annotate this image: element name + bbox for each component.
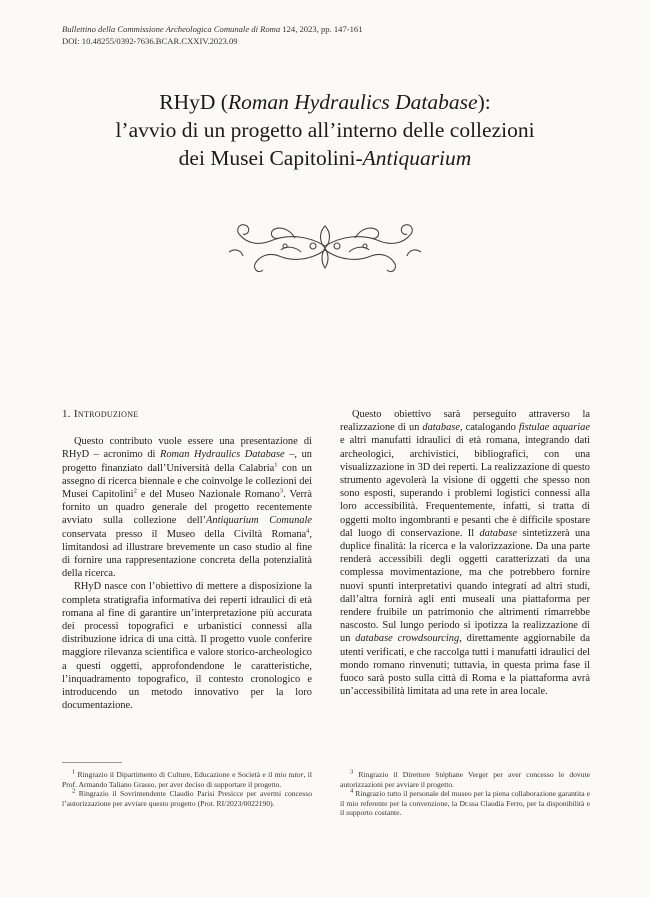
text-italic: database crowdsourcing <box>355 633 460 645</box>
title-line-1 <box>40 88 610 116</box>
right-column <box>340 408 590 698</box>
footnote-text: , il Prof. Armando Taliano Grasso, per aver deciso di supportare il progetto. <box>62 770 312 789</box>
section-number: 1. <box>62 408 74 420</box>
text-run: Questo contributo vuole essere una presentazione di RHyD – acronimo di <box>62 436 312 461</box>
text-italic: database <box>422 422 460 434</box>
footnote-number: 3 <box>350 768 354 776</box>
footnote-italic: tutor <box>288 770 304 779</box>
footnote <box>340 789 590 818</box>
title-line-2: l’avvio di un progetto all’interno delle collezioni <box>115 118 535 142</box>
text-run: –, un progetto finanziato dall’Università della Calabria <box>62 449 312 474</box>
title-text: dei Musei Capitolini- <box>178 146 363 170</box>
text-italic: Antiquarium Comunale <box>206 515 312 527</box>
journal-name: Bullettino della Commissione Archeologica Comunale di Roma <box>62 24 281 34</box>
paragraph <box>62 435 312 580</box>
footnote-ref[interactable]: 4 <box>306 527 310 535</box>
title-italic: Roman Hydraulics Database <box>227 90 478 114</box>
text-run: Questo obiettivo sarà perseguito attraverso la realizzazione di un <box>340 409 590 434</box>
doi: DOI: 10.48255/0392-7636.BCAR.CXXIV.2023.09 <box>62 36 238 46</box>
text-run: , limitandosi ad illustrare brevemente un caso studio al fine di fornire una rappresentazione concreta della potenzialità della ricerca. <box>62 528 312 580</box>
text-run: e altri manufatti idraulici di età romana, integrando dati archeologici, archivistici, bibliografici, con una visualizzazione in 3D dei reperti. La realizzazione di questo strumento agevolerà la visione di oggetti che spesso non sono esposti, superando i problemi logistici connessi alla loro accessibilità. Frequentemente, infatti, si tratta di oggetti molto ingombranti e pesanti che è difficile spostare dal luogo di conservazione. Il <box>340 435 590 539</box>
text-run: . Verrà fornito un quadro generale del progetto recentemente avviato sulla collezione dell’ <box>62 489 313 527</box>
footnote-text: Ringrazio il Dipartimento di Culture, Educazione e Società e il mio <box>75 770 289 779</box>
footnote-number: 4 <box>350 787 354 795</box>
footnote <box>62 789 312 808</box>
text-run: con un assegno di ricerca biennale e che coinvolge le collezioni dei Musei Capitolini <box>62 462 312 501</box>
section-initial: I <box>73 408 78 420</box>
section-heading <box>62 408 312 421</box>
footnote-ref[interactable]: 3 <box>279 487 284 495</box>
footnote-divider <box>62 762 122 763</box>
title-text: RHyD ( <box>159 90 228 114</box>
footnote-text: Ringrazio il Direttore Stéphane Verger per aver concesso le dovute autorizzazioni per avviare il progetto. <box>340 770 590 789</box>
footnote <box>62 770 312 789</box>
text-run: sintetizzerà una duplice finalità: la ricerca e la valorizzazione. Da una parte renderà accessibili degli oggetti caratterizzati da una complessa movimentazione, ma che potrebbero fornire nuovi spunti interpretativi quando integrati ad altri studi, dall’altra fornirà agli enti museali una piattaforma per rendere fruibile un patrimonio che altrimenti rimarrebbe nascosto. Sul lungo periodo si ipotizza la realizzazione di un <box>340 527 590 645</box>
paragraph <box>340 408 590 698</box>
decorative-ornament-icon <box>225 216 425 278</box>
text-italic: Roman Hydraulics Database <box>160 449 285 461</box>
text-run: conservata presso il Museo della Civiltà Romana <box>62 528 307 540</box>
running-header <box>62 23 363 47</box>
footnote <box>340 770 590 789</box>
footnotes-right <box>340 770 590 818</box>
footnote-ref[interactable]: 1 <box>274 461 278 469</box>
footnote-number: 2 <box>72 787 76 795</box>
footnote-text: Ringrazio il Sovrintendente Claudio Parisi Presicce per avermi concesso l’autorizzazione per avviare questo progetto (Prot. RI/2023/0022190). <box>62 789 312 808</box>
text-run: , catalogando <box>459 422 519 434</box>
footnote-text: Ringrazio tutto il personale del museo per la piena collaborazione garantita e il mio referente per la convenzione, la Dr.ssa Claudia Ferro, per la disponibilità e il supporto costante. <box>340 789 590 818</box>
footnote-ref[interactable]: 2 <box>133 487 137 495</box>
text-run: , direttamente aggiornabile da utenti verificati, e che raccolga tutti i manufatti idraulici del mondo romano rinvenuti; tuttavia, in questa prima fase il fuoco sarà posto sulla città di Roma e la piattaforma avrà un’accessibilità limitata ad una rete in area locale. <box>340 633 590 698</box>
title-italic: Antiquarium <box>362 146 472 170</box>
text-italic: fistulae aquariae <box>518 422 590 434</box>
article-title <box>40 88 610 172</box>
section-title: ntroduzione <box>77 408 139 420</box>
paragraph: RHyD nasce con l’obiettivo di mettere a disposizione la completa stratigrafia informativa dei reperti idraulici di età romana al fine di garantire un’interpretazione più accurata dei processi topografici e urbanistici connessi alla distribuzione idrica di una città. Il progetto vuole conferire maggiore rilevanza scientifica e valore storico-archeologico a questi oggetti, approfondendone le caratteristiche, l’inquadramento topografico, il contesto cronologico e introducendo un metodo innovativo per la loro documentazione. <box>62 581 312 712</box>
footnote-number: 1 <box>72 768 76 776</box>
text-italic: database <box>479 527 518 539</box>
journal-citation <box>62 23 363 35</box>
title-line-3 <box>40 144 610 172</box>
left-column <box>62 408 312 712</box>
journal-issue: 124, 2023, pp. 147-161 <box>280 24 363 34</box>
title-text: ): <box>477 90 491 114</box>
text-run: e del Museo Nazionale Romano <box>136 489 280 501</box>
footnotes-left <box>62 770 312 808</box>
